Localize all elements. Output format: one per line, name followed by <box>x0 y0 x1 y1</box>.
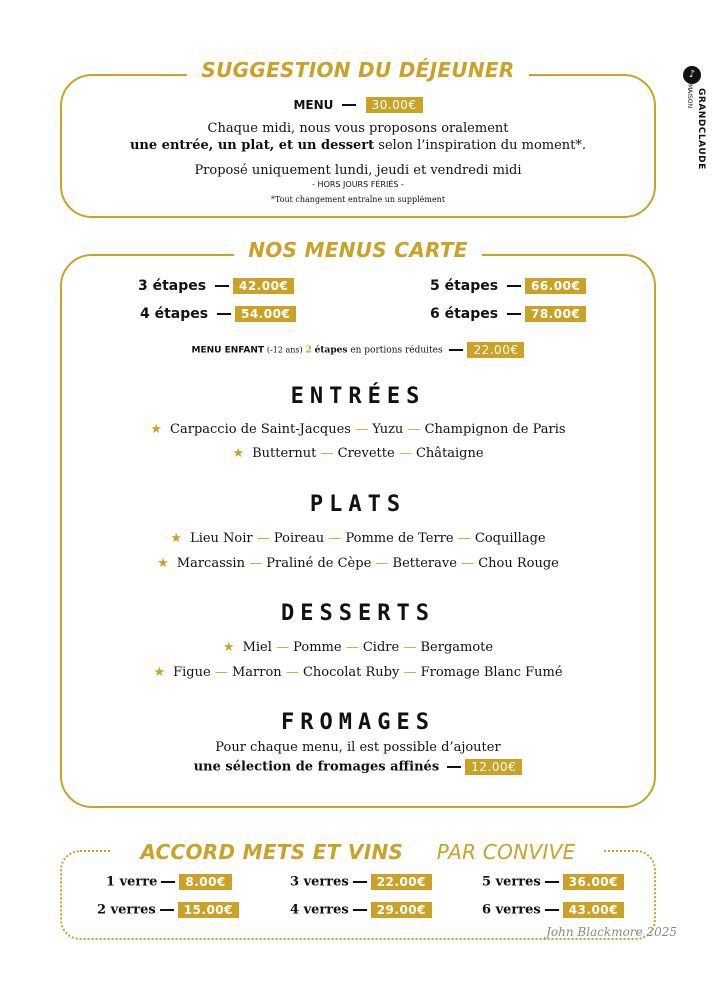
accord-6-verres: 6 verres 43.00€ <box>482 902 624 918</box>
fromages-title: FROMAGES <box>281 710 435 735</box>
entrees-line2: ★ Butternut — Crevette — Châtaigne <box>232 446 484 461</box>
entrees-title: ENTRÉES <box>290 384 426 409</box>
suggestion-box <box>60 58 656 218</box>
plats-title: PLATS <box>309 492 407 517</box>
suggestion-line3: Proposé uniquement lundi, jeudi et vendredi midi <box>194 163 522 178</box>
carte-box <box>60 238 656 808</box>
suggestion-line1: Chaque midi, nous vous proposons oralement <box>207 121 509 136</box>
signature: John Blackmore 2025 <box>546 925 677 939</box>
fromages-line1: Pour chaque menu, il est possible d’ajouter <box>215 740 501 755</box>
desserts-title: DESSERTS <box>281 601 435 626</box>
accord-4-verres: 4 verres 29.00€ <box>290 902 432 918</box>
accord-5-verres: 5 verres 36.00€ <box>482 874 624 890</box>
suggestion-line4: - HORS JOURS FÉRIÉS - <box>312 180 404 189</box>
brand-icon: ♪ <box>683 66 701 84</box>
menu-price: 30.00€ <box>366 97 423 113</box>
brand-logo <box>683 66 706 170</box>
plats-line1: ★ Lieu Noir — Poireau — Pomme de Terre — Coquillage <box>170 531 546 546</box>
carte-title: NOS MENUS CARTE <box>234 238 481 262</box>
suggestion-footnote: *Tout changement entraîne un supplément <box>270 195 446 204</box>
suggestion-line2-bold: une entrée, un plat, et un dessert <box>129 138 375 153</box>
brand-line1: MAISON <box>686 84 693 109</box>
desserts-line1: ★ Miel — Pomme — Cidre — Bergamote <box>222 640 494 655</box>
suggestion-title: SUGGESTION DU DÉJEUNER <box>187 58 528 82</box>
menu-enfant: MENU ENFANT (-12 ans) 2 étapes en portions réduites 22.00€ <box>62 342 654 358</box>
accord-title-light: PAR CONVIVE <box>423 840 590 864</box>
menu-6-etapes: 6 étapes 78.00€ <box>430 306 586 322</box>
fromages-line2: une sélection de fromages affinés 12.00€ <box>62 759 654 775</box>
entrees-line1: ★ Carpaccio de Saint-Jacques — Yuzu — Champignon de Paris <box>150 422 566 437</box>
accord-2-verres: 2 verres 15.00€ <box>97 902 239 918</box>
menu-4-etapes: 4 étapes 54.00€ <box>140 306 296 322</box>
accord-title-bold: ACCORD METS ET VINS <box>126 840 417 864</box>
menu-5-etapes: 5 étapes 66.00€ <box>430 278 586 294</box>
plats-line2: ★ Marcassin — Praliné de Cèpe — Betterave — Chou Rouge <box>157 556 559 571</box>
accord-3-verres: 3 verres 22.00€ <box>290 874 432 890</box>
menu-label: MENU <box>293 98 334 112</box>
accord-1-verre: 1 verre 8.00€ <box>106 874 232 890</box>
suggestion-line2-rest: selon l’inspiration du moment*. <box>378 138 587 153</box>
menu-3-etapes: 3 étapes 42.00€ <box>138 278 294 294</box>
desserts-line2: ★ Figue — Marron — Chocolat Ruby — Fromage Blanc Fumé <box>153 665 563 680</box>
brand-line2: GRANDCLAUDE <box>696 88 706 170</box>
